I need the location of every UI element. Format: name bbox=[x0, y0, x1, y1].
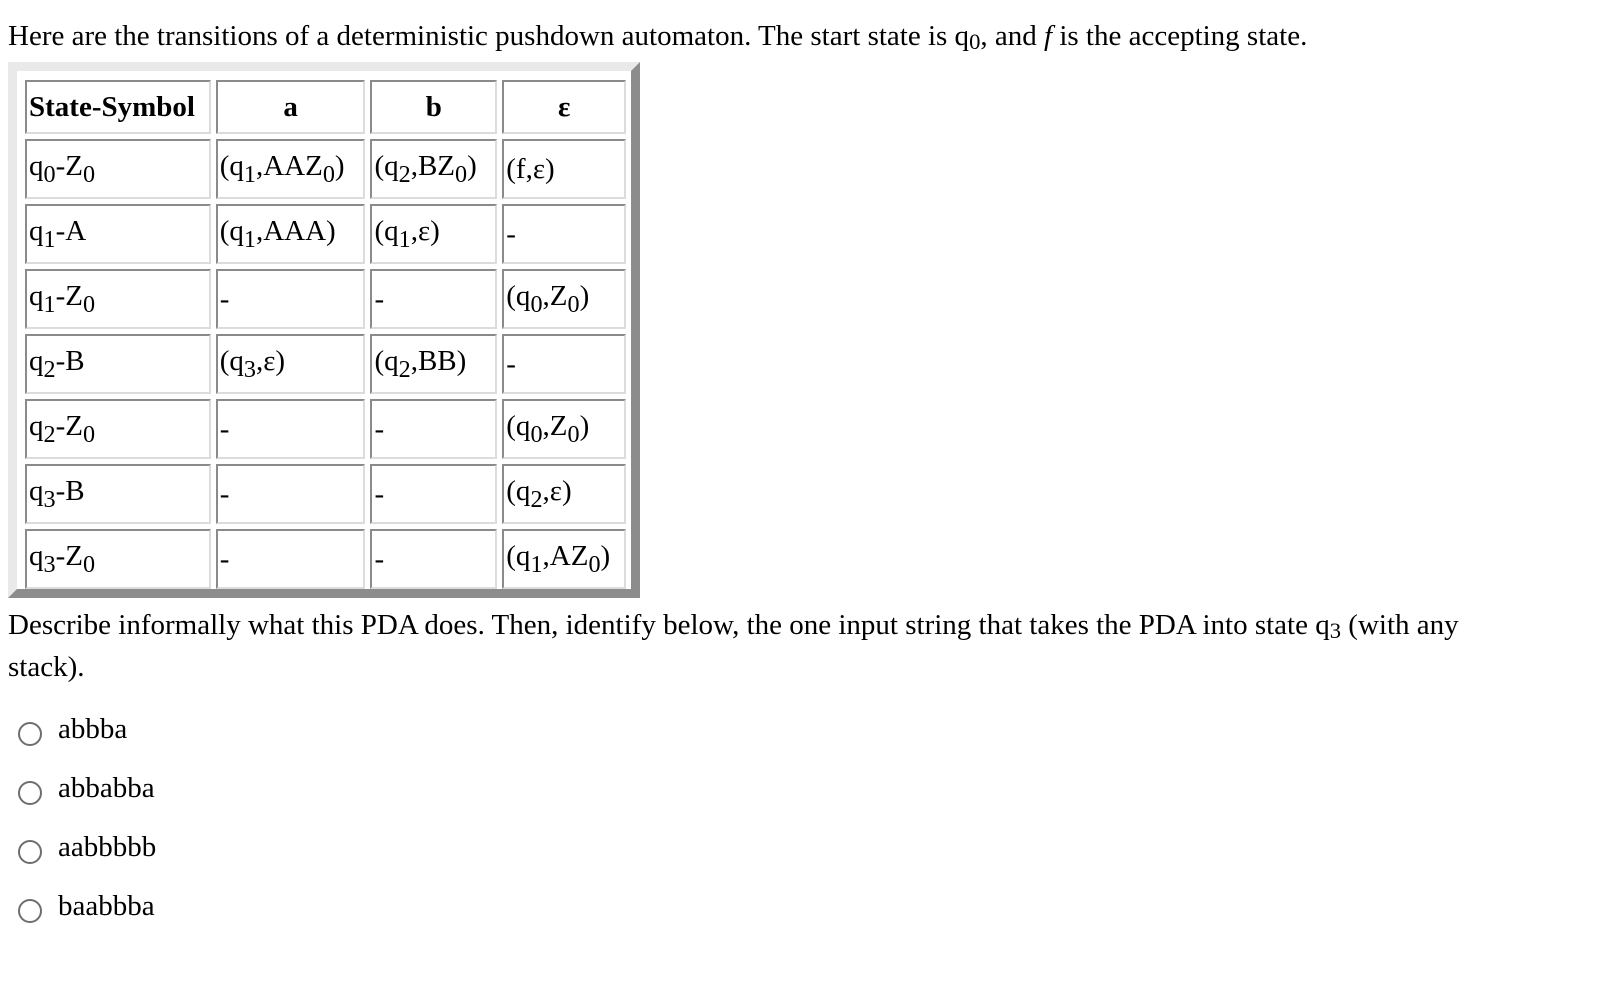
cell-subscript: 2 bbox=[398, 355, 411, 383]
cell-text: q bbox=[29, 149, 44, 182]
answer-options bbox=[18, 700, 156, 936]
table-row bbox=[25, 334, 626, 394]
header-a: a bbox=[216, 80, 366, 134]
cell-text: ,BB) bbox=[410, 344, 467, 377]
transition-b-cell bbox=[370, 529, 497, 589]
cell-text: q bbox=[29, 279, 44, 312]
cell-text: q bbox=[29, 409, 44, 442]
table-row bbox=[25, 139, 626, 199]
cell-text: (q bbox=[219, 214, 244, 247]
cell-subscript: 0 bbox=[82, 420, 96, 448]
cell-text: - bbox=[506, 217, 516, 250]
cell-subscript: 0 bbox=[530, 420, 543, 448]
cell-subscript: 1 bbox=[243, 225, 256, 253]
radio-button[interactable] bbox=[18, 840, 42, 864]
transition-epsilon-cell bbox=[502, 204, 626, 264]
table-row bbox=[25, 464, 626, 524]
cell-text: ,Z bbox=[542, 409, 568, 442]
cell-text: - bbox=[219, 412, 230, 445]
option-abbabba[interactable] bbox=[18, 759, 156, 818]
cell-text: ) bbox=[579, 409, 590, 442]
state-symbol-cell bbox=[25, 204, 211, 264]
transition-b-cell bbox=[370, 139, 497, 199]
cell-text: (q bbox=[219, 344, 244, 377]
cell-text: (q bbox=[219, 149, 244, 182]
cell-text: - bbox=[374, 542, 385, 575]
option-label: abbba bbox=[58, 713, 128, 745]
cell-subscript: 1 bbox=[398, 225, 411, 253]
cell-text: ,AAA) bbox=[255, 214, 336, 247]
cell-subscript: 0 bbox=[43, 160, 56, 188]
cell-text: -Z bbox=[55, 539, 83, 572]
cell-subscript: 0 bbox=[82, 550, 96, 578]
cell-subscript: 0 bbox=[82, 290, 96, 318]
cell-text: (q bbox=[506, 409, 531, 442]
cell-text: ,Z bbox=[542, 279, 568, 312]
cell-subscript: 0 bbox=[567, 420, 580, 448]
cell-text: ,ε) bbox=[410, 214, 440, 247]
intro-text-1: Here are the transitions of a deterministic pushdown automaton. The start state is q bbox=[8, 20, 970, 52]
cell-text: - bbox=[219, 477, 230, 510]
cell-text: q bbox=[29, 214, 44, 247]
transition-a-cell bbox=[216, 464, 366, 524]
cell-text: ,AAZ bbox=[255, 149, 323, 182]
state-symbol-cell bbox=[25, 529, 211, 589]
cell-text: - bbox=[374, 282, 385, 315]
cell-subscript: 0 bbox=[82, 160, 96, 188]
transition-b-cell bbox=[370, 269, 497, 329]
table-row bbox=[25, 269, 626, 329]
header-b: b bbox=[370, 80, 497, 134]
state-symbol-cell bbox=[25, 399, 211, 459]
cell-subscript: 2 bbox=[530, 485, 543, 513]
transition-a-cell bbox=[216, 269, 366, 329]
cell-text: - bbox=[219, 282, 230, 315]
transition-a-cell bbox=[216, 529, 366, 589]
transition-a-cell bbox=[216, 139, 366, 199]
transition-epsilon-cell bbox=[502, 529, 626, 589]
cell-subscript: 1 bbox=[43, 290, 56, 318]
cell-text: -Z bbox=[55, 409, 83, 442]
table-body bbox=[25, 139, 626, 589]
transition-a-cell bbox=[216, 204, 366, 264]
state-symbol-cell bbox=[25, 139, 211, 199]
question-subscript: 3 bbox=[1329, 618, 1342, 644]
cell-subscript: 2 bbox=[398, 160, 411, 188]
cell-text: ,ε) bbox=[542, 474, 572, 507]
transition-a-cell bbox=[216, 334, 366, 394]
cell-text: - bbox=[374, 477, 385, 510]
cell-subscript: 0 bbox=[322, 160, 335, 188]
table-row bbox=[25, 529, 626, 589]
radio-button[interactable] bbox=[18, 722, 42, 746]
cell-text: q bbox=[29, 344, 44, 377]
cell-text: -A bbox=[55, 214, 87, 247]
cell-text: (f,ε) bbox=[506, 152, 555, 185]
question-text: Describe informally what this PDA does. Then, identify below, the one input string that takes the PDA into state q bbox=[8, 609, 1330, 641]
problem-intro bbox=[8, 16, 1307, 56]
cell-subscript: 1 bbox=[530, 550, 543, 578]
cell-text: ) bbox=[334, 149, 345, 182]
cell-text: ,BZ bbox=[410, 149, 456, 182]
cell-text: (q bbox=[506, 474, 531, 507]
cell-subscript: 0 bbox=[455, 160, 468, 188]
question-prompt bbox=[8, 604, 1488, 688]
cell-text: (q bbox=[506, 539, 531, 572]
option-label: baabbba bbox=[58, 890, 155, 922]
cell-subscript: 1 bbox=[243, 160, 256, 188]
cell-text: ) bbox=[579, 279, 590, 312]
cell-text: q bbox=[29, 474, 44, 507]
cell-text: ) bbox=[600, 539, 611, 572]
table-row bbox=[25, 399, 626, 459]
transition-epsilon-cell bbox=[502, 334, 626, 394]
cell-text: ) bbox=[467, 149, 477, 182]
accept-state-symbol: f bbox=[1044, 20, 1053, 52]
state-symbol-cell bbox=[25, 334, 211, 394]
cell-subscript: 0 bbox=[567, 290, 580, 318]
transition-epsilon-cell bbox=[502, 269, 626, 329]
cell-text: -Z bbox=[55, 149, 83, 182]
table-row bbox=[25, 204, 626, 264]
cell-subscript: 3 bbox=[43, 485, 56, 513]
cell-text: q bbox=[29, 539, 44, 572]
header-epsilon: ε bbox=[502, 80, 626, 134]
cell-text: ,ε) bbox=[255, 344, 286, 377]
cell-subscript: 2 bbox=[43, 355, 56, 383]
cell-subscript: 3 bbox=[43, 550, 56, 578]
transition-b-cell bbox=[370, 204, 497, 264]
transition-table-frame bbox=[8, 62, 640, 598]
option-abbba[interactable] bbox=[18, 700, 156, 759]
transition-b-cell bbox=[370, 334, 497, 394]
cell-subscript: 0 bbox=[530, 290, 543, 318]
cell-text: (q bbox=[374, 214, 399, 247]
cell-text: - bbox=[506, 347, 516, 380]
cell-text: ,AZ bbox=[542, 539, 589, 572]
radio-button[interactable] bbox=[18, 899, 42, 923]
option-baabbba[interactable] bbox=[18, 877, 156, 936]
cell-subscript: 3 bbox=[243, 355, 256, 383]
transition-b-cell bbox=[370, 464, 497, 524]
cell-text: -Z bbox=[55, 279, 83, 312]
option-aabbbbb[interactable] bbox=[18, 818, 156, 877]
transition-table bbox=[20, 75, 631, 594]
cell-text: - bbox=[219, 542, 230, 575]
cell-text: -B bbox=[55, 344, 85, 377]
state-symbol-cell bbox=[25, 464, 211, 524]
transition-epsilon-cell bbox=[502, 464, 626, 524]
cell-subscript: 1 bbox=[43, 225, 56, 253]
intro-text-3: is the accepting state. bbox=[1052, 20, 1308, 52]
cell-text: (q bbox=[506, 279, 531, 312]
cell-text: - bbox=[374, 412, 385, 445]
question-tail: (with any stack). bbox=[8, 609, 1459, 683]
intro-text-2: , and bbox=[980, 20, 1044, 52]
transition-b-cell bbox=[370, 399, 497, 459]
radio-button[interactable] bbox=[18, 781, 42, 805]
option-label: aabbbbb bbox=[58, 831, 157, 863]
state-symbol-cell bbox=[25, 269, 211, 329]
option-label: abbabba bbox=[58, 772, 155, 804]
intro-subscript: 0 bbox=[969, 29, 981, 55]
header-state-symbol: State-Symbol bbox=[25, 80, 211, 134]
cell-text: (q bbox=[374, 344, 399, 377]
transition-epsilon-cell bbox=[502, 399, 626, 459]
cell-subscript: 0 bbox=[588, 550, 601, 578]
transition-epsilon-cell bbox=[502, 139, 626, 199]
cell-subscript: 2 bbox=[43, 420, 56, 448]
table-header-row bbox=[25, 80, 626, 134]
transition-a-cell bbox=[216, 399, 366, 459]
cell-text: -B bbox=[55, 474, 85, 507]
cell-text: (q bbox=[374, 149, 399, 182]
